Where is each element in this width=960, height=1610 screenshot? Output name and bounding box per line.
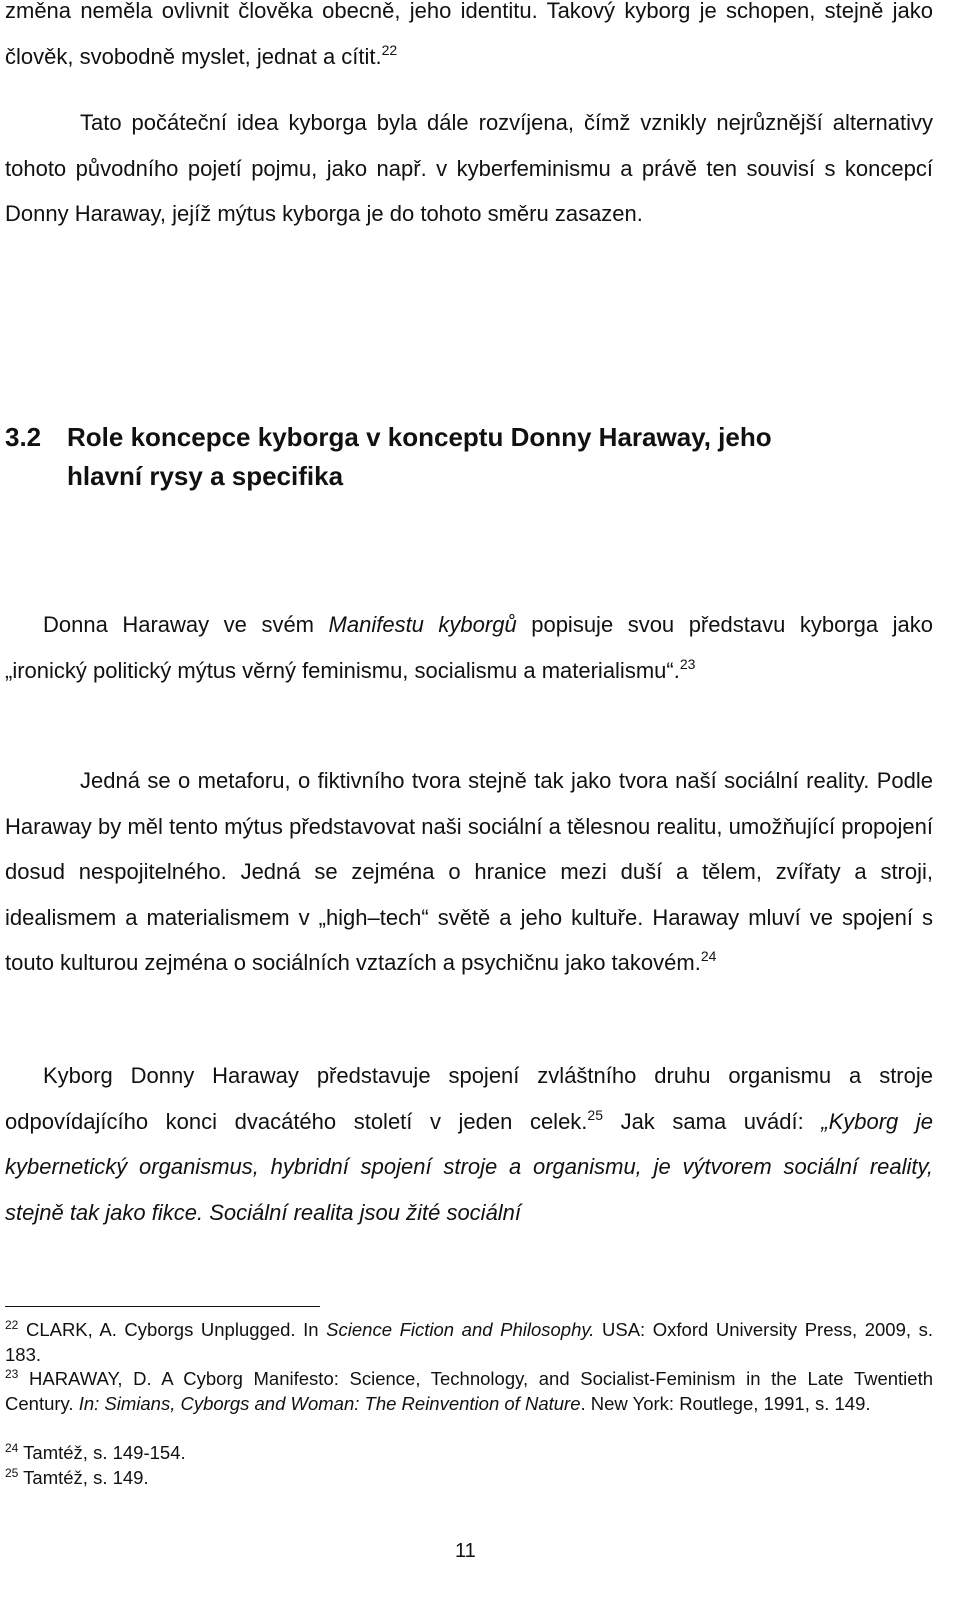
paragraph-2: Tato počáteční idea kyborga byla dále rozvíjena, čímž vznikly nejrůznější alternativy tohoto původního pojetí pojmu, jako např. v kyberfeminismu a právě ten souvisí s koncepcí Donny Haraway, jejíž mýtus kyborga je do tohoto směru zasazen. <box>5 110 933 226</box>
footnote-22: $^{22}$ CLARK, A. Cyborgs Unplugged. In Science Fiction and Philosophy. USA: Oxford University Press, 2009, s. 183. <box>5 1318 933 1365</box>
haraway-quote: „Kyborg je kybernetický organismus, hybridní spojení stroje a organismu, je výtvorem sociální reality, stejně tak jako fikce. Sociální realita jsou žité sociální <box>5 1108 933 1225</box>
manifesto-title: Manifestu kyborgů <box>328 612 517 637</box>
footnote-23: $^{23}$ HARAWAY, D. A Cyborg Manifesto: Science, Technology, and Socialist-Feminism in the Late Twentieth Century. In: Simians, Cyborgs and Woman: The Reinvention of Nature. New York: Routlege, 1991, s. 149. <box>5 1367 933 1414</box>
footnote-24: $^{24}$ Tamtéž, s. 149-154. <box>5 1441 186 1463</box>
paragraph-1: změna neměla ovlivnit člověka obecně, jeho identitu. Takový kyborg je schopen, stejně jako člověk, svobodně myslet, jednat a cítit.$^{22}$ <box>5 0 933 69</box>
section-number: 3.2 <box>5 422 42 452</box>
paragraph-5: Kyborg Donny Haraway představuje spojení zvláštního druhu organismu a stroje odpovídajícího konci dvacátého století v jeden celek.$^{25}$ Jak sama uvádí: „Kyborg je kybernetický organismus, hybridní spojení stroje a organismu, je výtvorem sociální reality, stejně tak jako fikce. Sociální realita jsou žité sociální <box>5 1063 933 1225</box>
footnote-ref-23: 23 <box>679 655 696 672</box>
paragraph-3: Donna Haraway ve svém Manifestu kyborgů popisuje svou představu kyborga jako „ironický politický mýtus věrný feminismu, socialismu a materialismu“.$^{23}$ <box>5 612 933 683</box>
footnote-separator <box>5 1306 320 1307</box>
footnote-ref-22: 22 <box>381 41 398 58</box>
paragraph-4: Jedná se o metaforu, o fiktivního tvora stejně tak jako tvora naší sociální reality. Podle Haraway by měl tento mýtus představovat naši sociální a tělesnou realitu, umožňující propojení dosud nespojitelného. Jedná se zejména o hranice mezi duší a tělem, zvířaty a stroji, idealismem a materialismem v „high–tech“ světě a jeho kultuře. Haraway mluví ve spojení s touto kulturou zejména o sociálních vztazích a psychičnu jako takovém.$^{24}$ <box>5 768 933 975</box>
footnote-25: $^{25}$ Tamtéž, s. 149. <box>5 1466 149 1488</box>
footnote-ref-24: 24 <box>700 948 717 964</box>
section-heading <box>5 418 933 496</box>
footnote-ref-25: 25 <box>587 1106 603 1123</box>
section-title-line2: hlavní rysy a specifika <box>67 461 344 491</box>
page-number: 11 <box>455 1540 476 1562</box>
section-title-line1: Role koncepce kyborga v konceptu Donny Haraway, jeho <box>67 422 772 452</box>
